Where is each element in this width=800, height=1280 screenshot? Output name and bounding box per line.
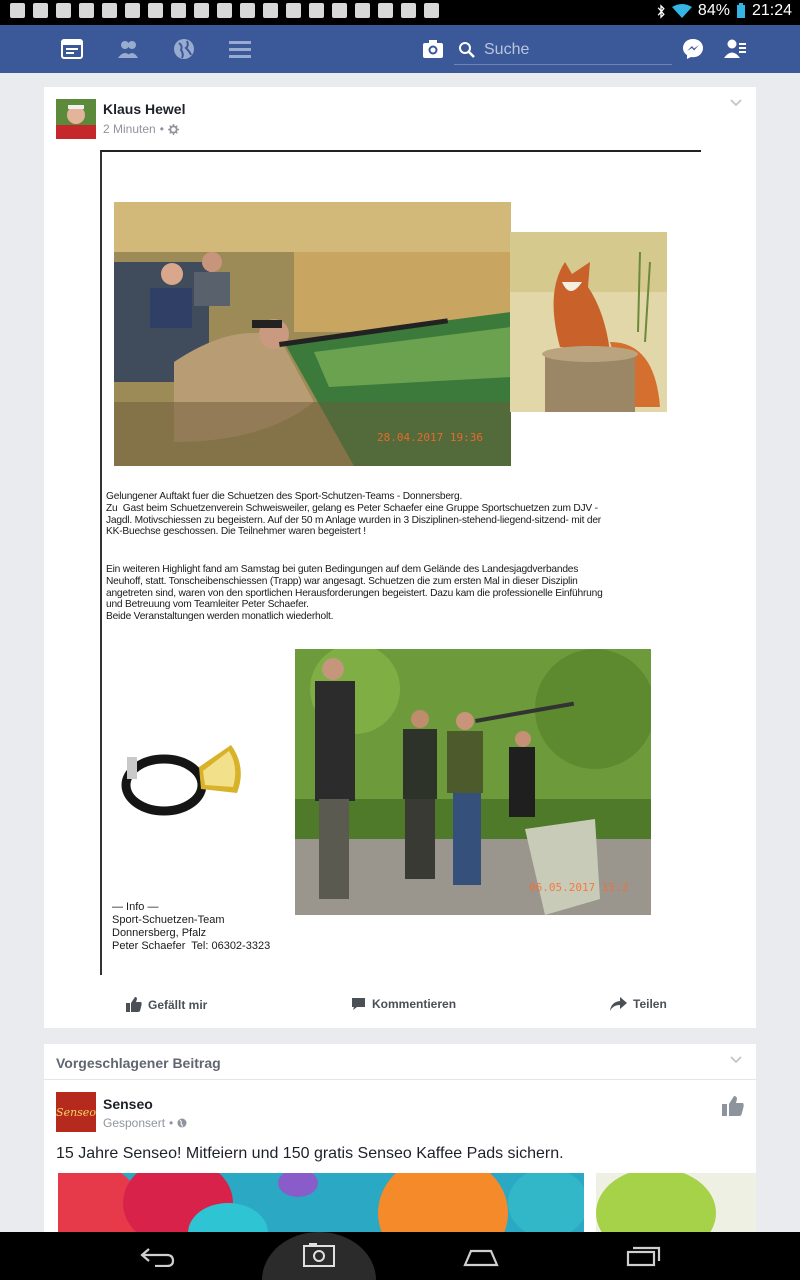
share-arrow-icon [610,997,627,1011]
globe-icon[interactable] [172,37,196,61]
comment-button[interactable] [351,997,456,1011]
instagram-icon [125,3,140,18]
messenger-icon[interactable] [681,37,705,61]
article-paragraph-1: Gelungener Auftakt fuer die Schuetzen des Sport-Schutzen-Teams - Donnersberg. Zu Gast beim Schuetzenverein Schweisweiler, gelang es Peter Schaefer eine Gruppe Sportschuetzen zum DJV - Jagdl. Motivschiessen zu begeistern. Auf der 50 m Anlage wurden in 3 Disziplinen-stehend-liegend-sitzend- mit der KK-Buechse geschossen. Die Teilnehmer waren begeistert ! [106,491,601,538]
news-feed-icon[interactable] [60,37,84,61]
gear-icon [168,124,179,135]
news-icon [79,3,94,18]
comment-icon [351,997,366,1011]
back-button-icon[interactable] [139,1245,175,1267]
shooting-range-photo [114,202,511,466]
senseo-logo[interactable]: Senseo [56,1092,96,1132]
wrench-icon [10,3,25,18]
friends-icon[interactable] [116,37,140,61]
post-action-bar [44,991,756,1021]
suggested-post-card [44,1044,756,1244]
screen-icon [309,3,324,18]
like-button[interactable] [126,997,207,1012]
vpn-icon [217,3,232,18]
post-scan-image[interactable] [100,150,701,975]
twitter-icon [171,3,186,18]
globe-icon [177,1118,187,1128]
f-letter-icon [355,3,370,18]
mail-icon [240,3,255,18]
clock: 21:24 [751,2,792,19]
meta-separator: • [169,1116,174,1130]
comment-label: Kommentieren [372,997,457,1011]
image-icon [332,3,347,18]
home-button-icon[interactable] [463,1245,499,1267]
photo-thumb-icon [378,3,393,18]
trap-photo-timestamp: 06.05.2017 15:2 [529,881,629,894]
facebook-icon [102,3,117,18]
trap-shooting-photo [295,649,651,915]
like-label: Gefällt mir [148,997,208,1012]
android-navigation-bar [0,1232,800,1280]
recent-apps-icon[interactable] [625,1245,661,1267]
thumbs-up-icon [126,997,142,1012]
download-icon [401,3,416,18]
status-bar [0,0,800,25]
share-label: Teilen [633,997,667,1011]
youtube-icon [286,3,301,18]
hunting-horn-illustration [119,737,249,827]
screenshot-button[interactable] [262,1232,376,1280]
menu-icon[interactable] [228,37,252,61]
author-name[interactable]: Klaus Hewel [103,101,186,117]
shield-icon [56,3,71,18]
meta-separator: • [159,122,164,136]
brand-name[interactable]: Senseo [103,1096,153,1112]
article-paragraph-2: Ein weiteren Highlight fand am Samstag bei guten Bedingungen auf dem Gelände des Landesjagdverbandes Neuhoff, statt. Tonscheibenschiessen (Trapp) war angesagt. Schuetzen die zum ersten Mal in dieser Disziplin angetreten sind, waren von den sportlichen Herausforderungen begeistert. Dazu kam die professionelle Einführung und Betreuung vom Teamleiter Peter Schaefer. Beide Veranstaltungen werden monatlich wiederholt. [106,564,603,623]
ad-message: 15 Jahre Senseo! Mitfeiern und 150 gratis Senseo Kaffee Pads sichern. [56,1145,564,1162]
author-avatar-image [56,99,96,139]
sponsored-meta [103,1116,187,1130]
sponsored-label: Gesponsert [103,1116,166,1130]
check-icon [194,3,209,18]
fox-illustration [510,232,667,412]
wifi-icon [672,4,692,19]
person-icon [33,3,48,18]
system-status [656,2,792,20]
friend-requests-icon[interactable] [723,37,747,61]
notification-icons [10,3,439,18]
mail-icon [148,3,163,18]
battery-icon [736,3,746,19]
contact-info-block: — Info — Sport-Schuetzen-Team Donnersberg, Pfalz Peter Schaefer Tel: 06302-3323 [112,901,271,952]
divider [44,1079,756,1080]
suggested-post-title: Vorgeschlagener Beitrag [56,1055,221,1071]
post-time[interactable]: 2 Minuten [103,122,156,136]
bank-icon [263,3,278,18]
camera-icon[interactable] [421,37,445,61]
photo-timestamp: 28.04.2017 19:36 [377,431,483,444]
like-page-icon[interactable] [722,1096,744,1116]
share-button[interactable] [610,997,667,1011]
search-input[interactable] [484,41,664,59]
battery-percent: 84% [697,2,730,19]
chevron-down-icon[interactable] [730,1054,742,1066]
post-card [44,87,756,1028]
facebook-navbar [0,25,800,73]
bluetooth-icon [656,4,666,19]
search-icon [458,41,476,59]
shopping-icon [424,3,439,18]
chevron-down-icon[interactable] [730,97,742,109]
post-meta [103,122,179,136]
search-bar[interactable] [454,35,672,65]
author-avatar[interactable] [56,99,96,139]
